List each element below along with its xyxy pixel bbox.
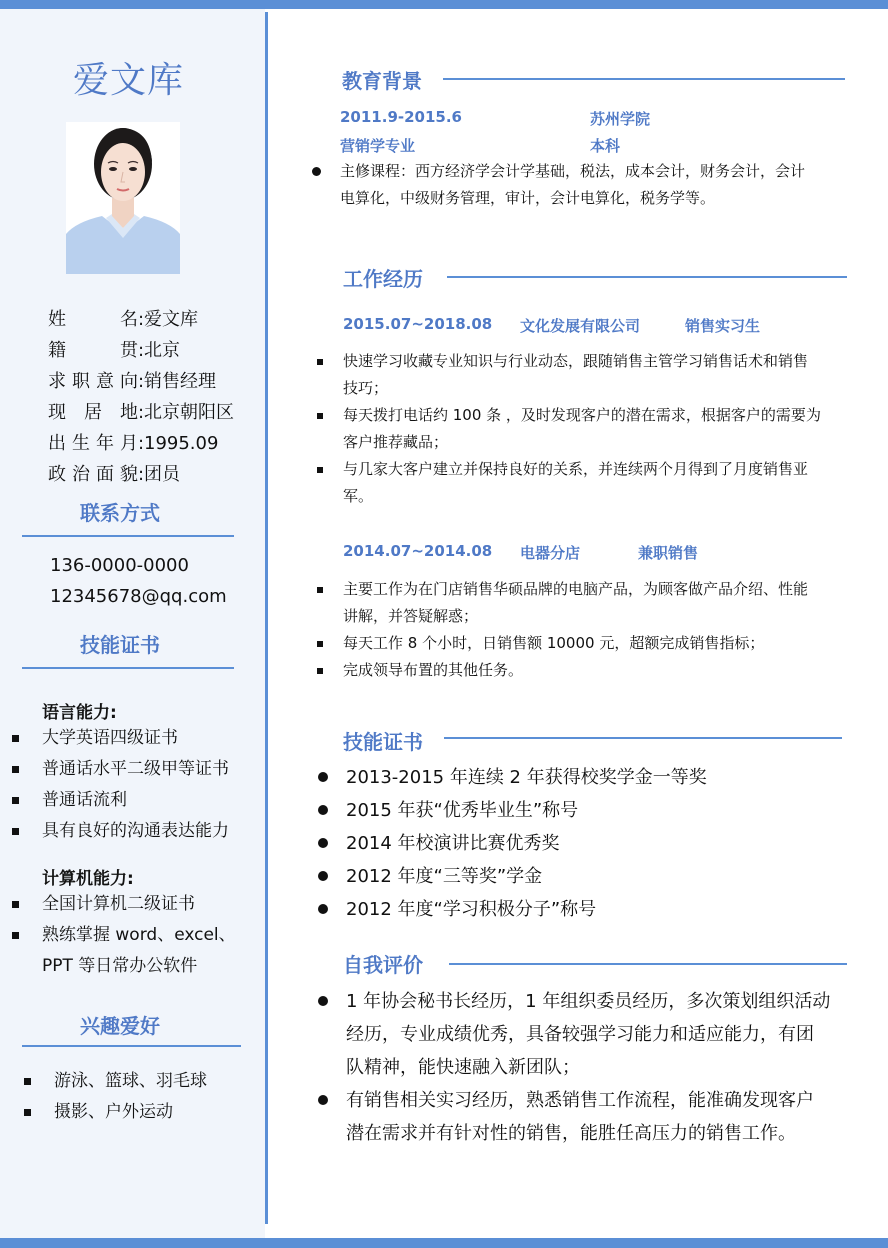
hobbies-heading: 兴趣爱好 xyxy=(80,1014,160,1038)
list-item: 快速学习收藏专业知识与行业动态，跟随销售主管学习销售话术和销售 xyxy=(343,348,821,375)
divider-line xyxy=(265,12,268,1224)
list-item: 与几家大客户建立并保持良好的关系，并连续两个月得到了月度销售亚 xyxy=(343,456,821,483)
contact-list xyxy=(50,550,227,612)
computer-subheading: 计算机能力: xyxy=(42,869,134,889)
info-value: 爱文库 xyxy=(144,309,198,330)
list-item-continuation: 经历，专业成绩优秀，具备较强学习能力和适应能力，有团 xyxy=(346,1024,814,1045)
info-row: 现居地:北京朝阳区 xyxy=(48,397,234,428)
info-row: 姓名:爱文库 xyxy=(48,304,234,335)
awards-heading: 技能证书 xyxy=(343,730,423,754)
list-item-continuation: 讲解，并答疑解惑； xyxy=(343,607,479,625)
phone: 136-0000-0000 xyxy=(50,555,189,576)
info-label: 籍贯 xyxy=(48,340,138,361)
info-value: 北京 xyxy=(144,340,180,361)
info-value: 销售经理 xyxy=(144,371,216,392)
list-item: 有销售相关实习经历，熟悉销售工作流程，能准确发现客户 xyxy=(346,1084,830,1117)
list-item: 摄影、户外运动 xyxy=(24,1097,207,1128)
language-subheading: 语言能力: xyxy=(42,703,117,723)
list-item-continuation: 队精神，能快速融入新团队； xyxy=(346,1057,580,1078)
edu-major: 营销学专业 xyxy=(340,137,416,155)
personal-info xyxy=(48,304,234,490)
list-item: 完成领导布置的其他任务。 xyxy=(343,657,808,684)
list-item: 游泳、篮球、羽毛球 xyxy=(24,1066,207,1097)
contact-heading: 联系方式 xyxy=(80,501,160,525)
list-item: 每天拨打电话约 100 条 ，及时发现客户的潜在需求，根据客户的需要为 xyxy=(343,402,821,429)
info-row: 政治面貌:团员 xyxy=(48,459,234,490)
hobbies-list xyxy=(24,1066,207,1128)
job1-duties xyxy=(343,348,821,510)
top-accent-bar xyxy=(0,0,888,9)
list-item: 大学英语四级证书 xyxy=(12,723,229,754)
list-item-continuation: 客户推荐藏品； xyxy=(343,433,449,451)
list-item-continuation: 军。 xyxy=(343,487,374,505)
edu-degree: 本科 xyxy=(590,137,621,155)
info-label: 姓名 xyxy=(48,309,138,330)
job2-role: 兼职销售 xyxy=(638,544,699,562)
list-item: 2012 年度“学习积极分子”称号 xyxy=(346,893,707,926)
info-label: 求职意向 xyxy=(48,371,138,392)
self-eval-list xyxy=(346,985,830,1150)
info-row: 求职意向:销售经理 xyxy=(48,366,234,397)
list-item: 2014 年校演讲比赛优秀奖 xyxy=(346,827,707,860)
info-label: 出生年月 xyxy=(48,433,138,454)
list-item: 普通话水平二级甲等证书 xyxy=(12,754,229,785)
list-item: 具有良好的沟通表达能力 xyxy=(12,816,229,847)
list-item-continuation: PPT 等日常办公软件 xyxy=(42,956,198,976)
portrait-illustration xyxy=(66,122,180,274)
info-value: 团员 xyxy=(144,464,180,485)
edu-period: 2011.9-2015.6 xyxy=(340,108,462,126)
avatar xyxy=(66,122,180,274)
info-value: 1995.09 xyxy=(144,433,219,454)
info-label: 现居地 xyxy=(48,402,138,423)
list-item: 每天工作 8 个小时，日销售额 10000 元，超额完成销售指标； xyxy=(343,630,808,657)
education-heading: 教育背景 xyxy=(342,69,422,93)
job2-company: 电器分店 xyxy=(520,544,581,562)
awards-rule xyxy=(444,737,842,739)
bottom-accent-bar xyxy=(0,1238,888,1248)
list-item: 主要工作为在门店销售华硕品牌的电脑产品，为顾客做产品介绍、性能 xyxy=(343,576,808,603)
edu-school: 苏州学院 xyxy=(590,110,651,128)
self-eval-heading: 自我评价 xyxy=(343,953,423,977)
list-item-continuation: 潜在需求并有针对性的销售，能胜任高压力的销售工作。 xyxy=(346,1123,796,1144)
list-item-continuation: 电算化，中级财务管理，审计，会计电算化，税务学等。 xyxy=(340,189,716,207)
resume-name: 爱文库 xyxy=(72,60,184,101)
job1-role: 销售实习生 xyxy=(685,317,761,335)
hobbies-rule xyxy=(22,1045,241,1047)
list-item: 2013-2015 年连续 2 年获得校奖学金一等奖 xyxy=(346,761,707,794)
contact-rule xyxy=(22,535,234,537)
job1-period: 2015.07~2018.08 xyxy=(343,315,493,333)
info-row: 籍贯:北京 xyxy=(48,335,234,366)
list-item: 全国计算机二级证书 xyxy=(12,889,236,920)
computer-list xyxy=(12,889,236,982)
work-rule xyxy=(447,276,847,278)
job2-period: 2014.07~2014.08 xyxy=(343,542,493,560)
info-value: 北京朝阳区 xyxy=(144,402,234,423)
job1-company: 文化发展有限公司 xyxy=(520,317,641,335)
list-item: 普通话流利 xyxy=(12,785,229,816)
info-label: 政治面貌 xyxy=(48,464,138,485)
work-heading: 工作经历 xyxy=(343,267,423,291)
awards-list xyxy=(346,761,707,926)
info-row: 出生年月:1995.09 xyxy=(48,428,234,459)
email: 12345678@qq.com xyxy=(50,586,227,607)
list-item-continuation: 技巧； xyxy=(343,379,389,397)
list-item: 主修课程：西方经济学会计学基础，税法，成本会计，财务会计，会计 xyxy=(340,158,805,185)
job2-duties xyxy=(343,576,808,684)
side-skills-heading: 技能证书 xyxy=(80,633,160,657)
side-skills-rule xyxy=(22,667,234,669)
list-item: 1 年协会秘书长经历，1 年组织委员经历，多次策划组织活动 xyxy=(346,985,830,1018)
language-list xyxy=(12,723,229,847)
education-rule xyxy=(443,78,845,80)
self-eval-rule xyxy=(449,963,847,965)
list-item: 2012 年度“三等奖”学金 xyxy=(346,860,707,893)
list-item: 熟练掌握 word、excel、 xyxy=(12,920,236,951)
edu-courses xyxy=(340,158,805,212)
list-item: 2015 年获“优秀毕业生”称号 xyxy=(346,794,707,827)
